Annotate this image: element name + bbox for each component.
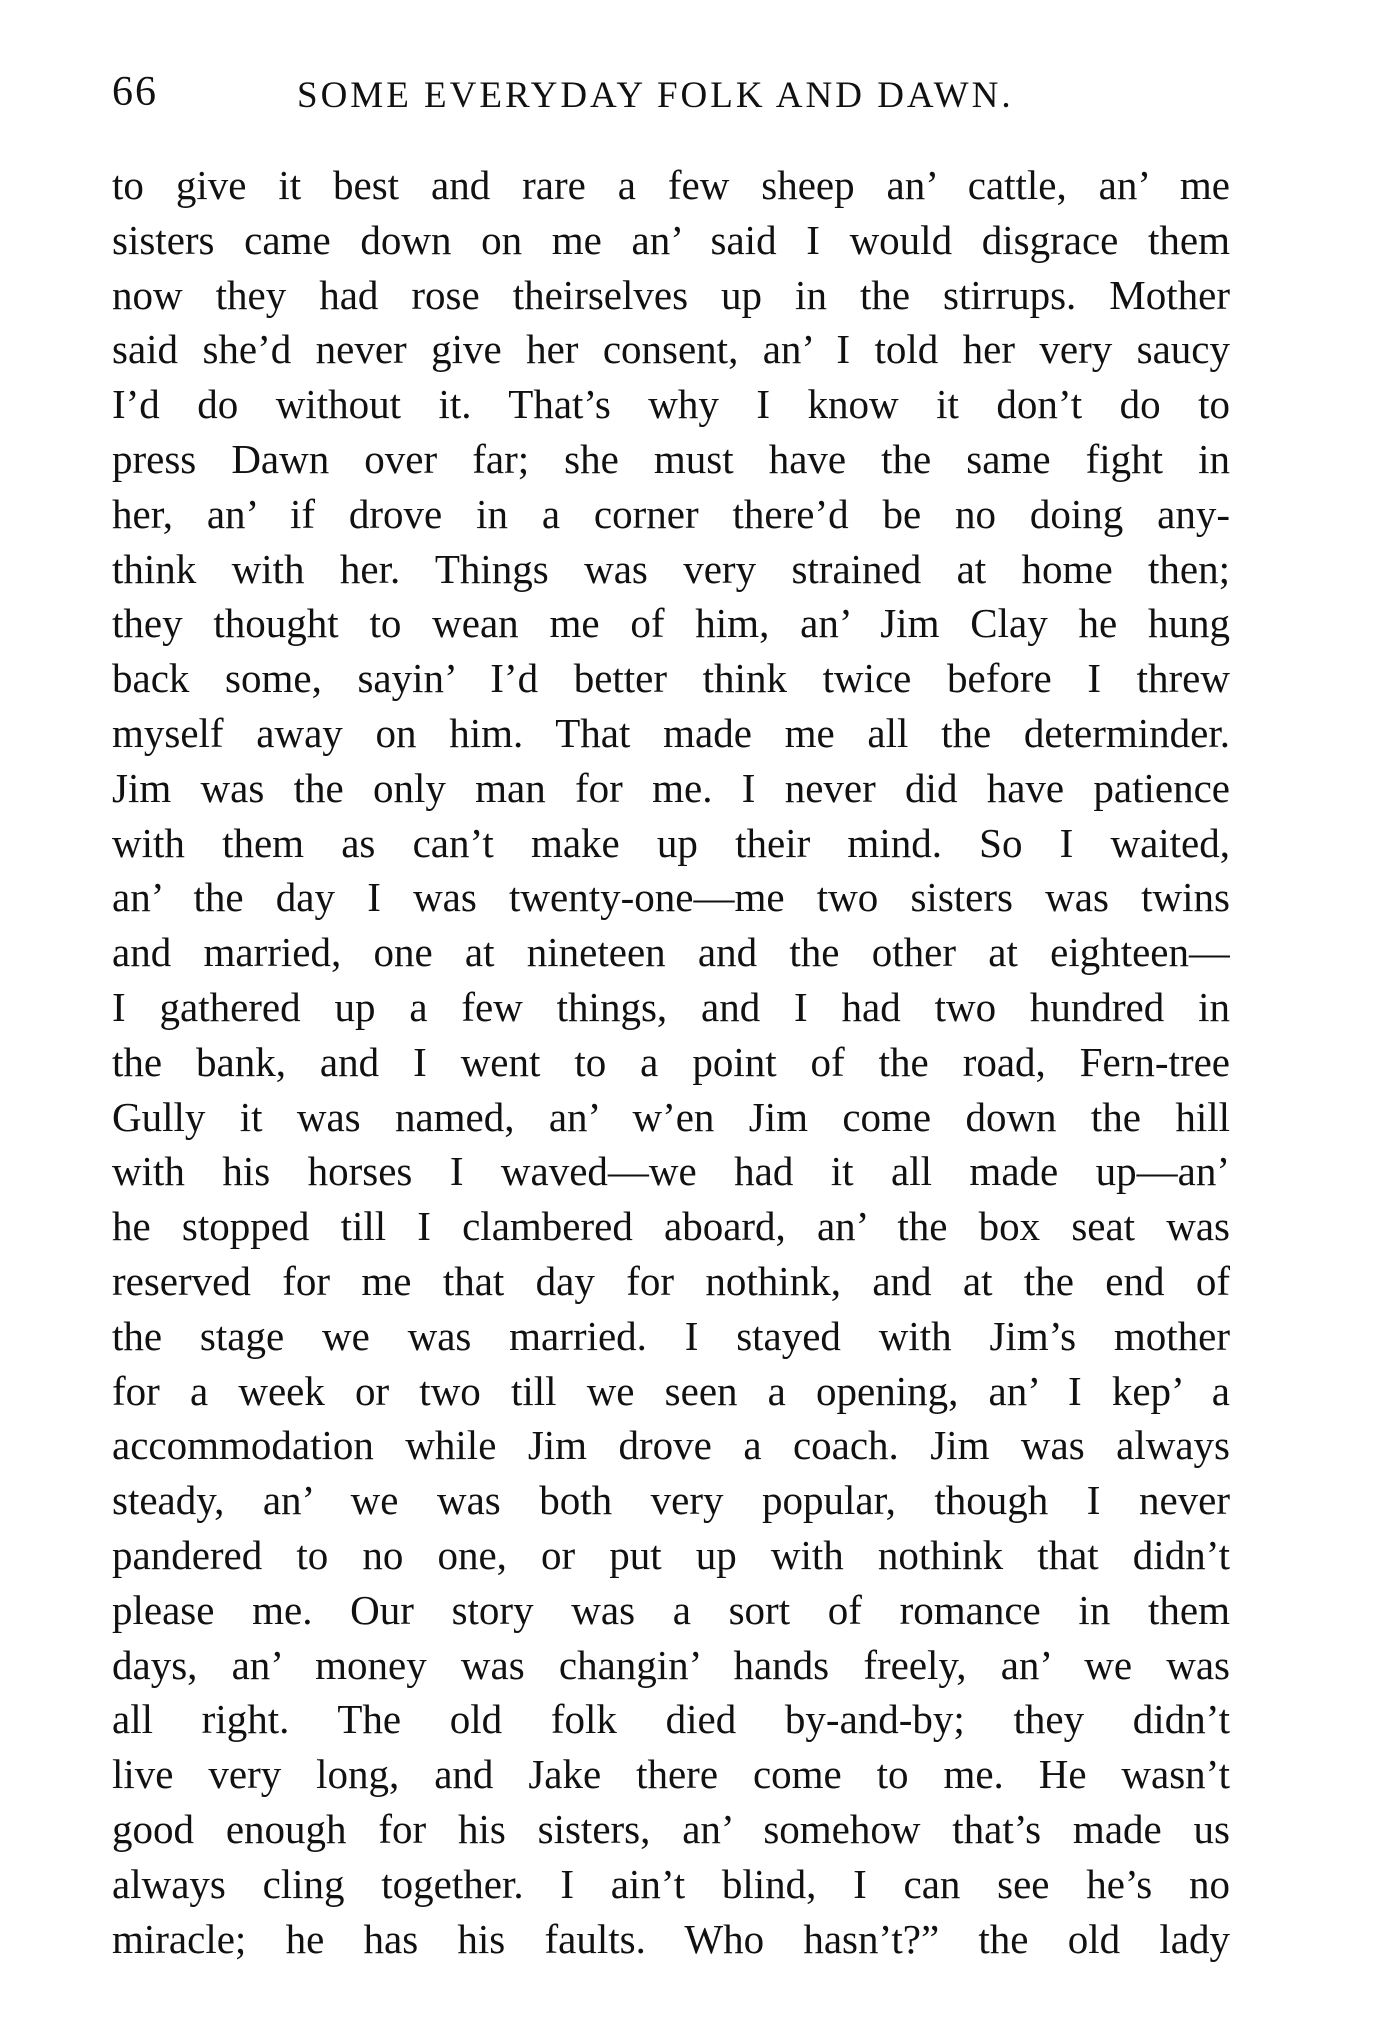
body-text [112,158,1230,1966]
text-line: reserved for me that day for nothink, and at the end of [112,1257,1230,1304]
text-line: always cling together. I ain’t blind, I can see he’s no [112,1860,1230,1907]
text-line: miracle; he has his faults. Who hasn’t?” the old lady [112,1915,1230,1962]
text-line: myself away on him. That made me all the determinder. [112,709,1230,756]
text-line: steady, an’ we was both very popular, though I never [112,1477,1230,1524]
text-line: an’ the day I was twenty-one—me two sisters was twins [112,874,1230,921]
text-line: to give it best and rare a few sheep an’ cattle, an’ me [112,162,1230,208]
running-title: SOME EVERYDAY FOLK AND DAWN. [297,75,1014,116]
text-line: Gully it was named, an’ w’en Jim come down the hill [112,1093,1230,1140]
text-line: pandered to no one, or put up with nothink that didn’t [112,1531,1230,1578]
text-line: sisters came down on me an’ said I would disgrace them [112,216,1230,263]
text-line: said she’d never give her consent, an’ I told her very saucy [112,326,1230,373]
text-line: press Dawn over far; she must have the same fight in [112,435,1230,482]
text-line: her, an’ if drove in a corner there’d be no doing any- [112,490,1230,537]
text-line: the bank, and I went to a point of the road, Fern-tree [112,1038,1230,1085]
text-line: I’d do without it. That’s why I know it don’t do to [112,381,1230,428]
page-number: 66 [112,69,158,115]
text-line: for a week or two till we seen a opening, an’ I kep’ a [112,1367,1230,1414]
text-line: now they had rose theirselves up in the stirrups. Mother [112,271,1230,318]
text-line: the stage we was married. I stayed with Jim’s mother [112,1312,1230,1359]
text-line: accommodation while Jim drove a coach. Jim was always [112,1422,1230,1469]
text-line: and married, one at nineteen and the other at eighteen— [112,929,1230,976]
text-line: live very long, and Jake there come to me. He wasn’t [112,1751,1230,1798]
text-line: with them as can’t make up their mind. So I waited, [112,819,1230,866]
text-line: he stopped till I clambered aboard, an’ the box seat was [112,1203,1230,1250]
text-line: think with her. Things was very strained at home then; [112,545,1230,592]
text-line: good enough for his sisters, an’ somehow that’s made us [112,1805,1230,1852]
text-line: with his horses I waved—we had it all made up—an’ [112,1148,1230,1195]
text-line: days, an’ money was changin’ hands freely, an’ we was [112,1641,1230,1688]
text-line: all right. The old folk died by-and-by; they didn’t [112,1696,1230,1743]
text-line: I gathered up a few things, and I had two hundred in [112,983,1230,1030]
running-head [112,62,1230,122]
text-line: please me. Our story was a sort of romance in them [112,1586,1230,1633]
text-line: they thought to wean me of him, an’ Jim Clay he hung [112,600,1230,647]
text-line: Jim was the only man for me. I never did have patience [112,764,1230,811]
text-line: back some, sayin’ I’d better think twice before I threw [112,655,1230,702]
